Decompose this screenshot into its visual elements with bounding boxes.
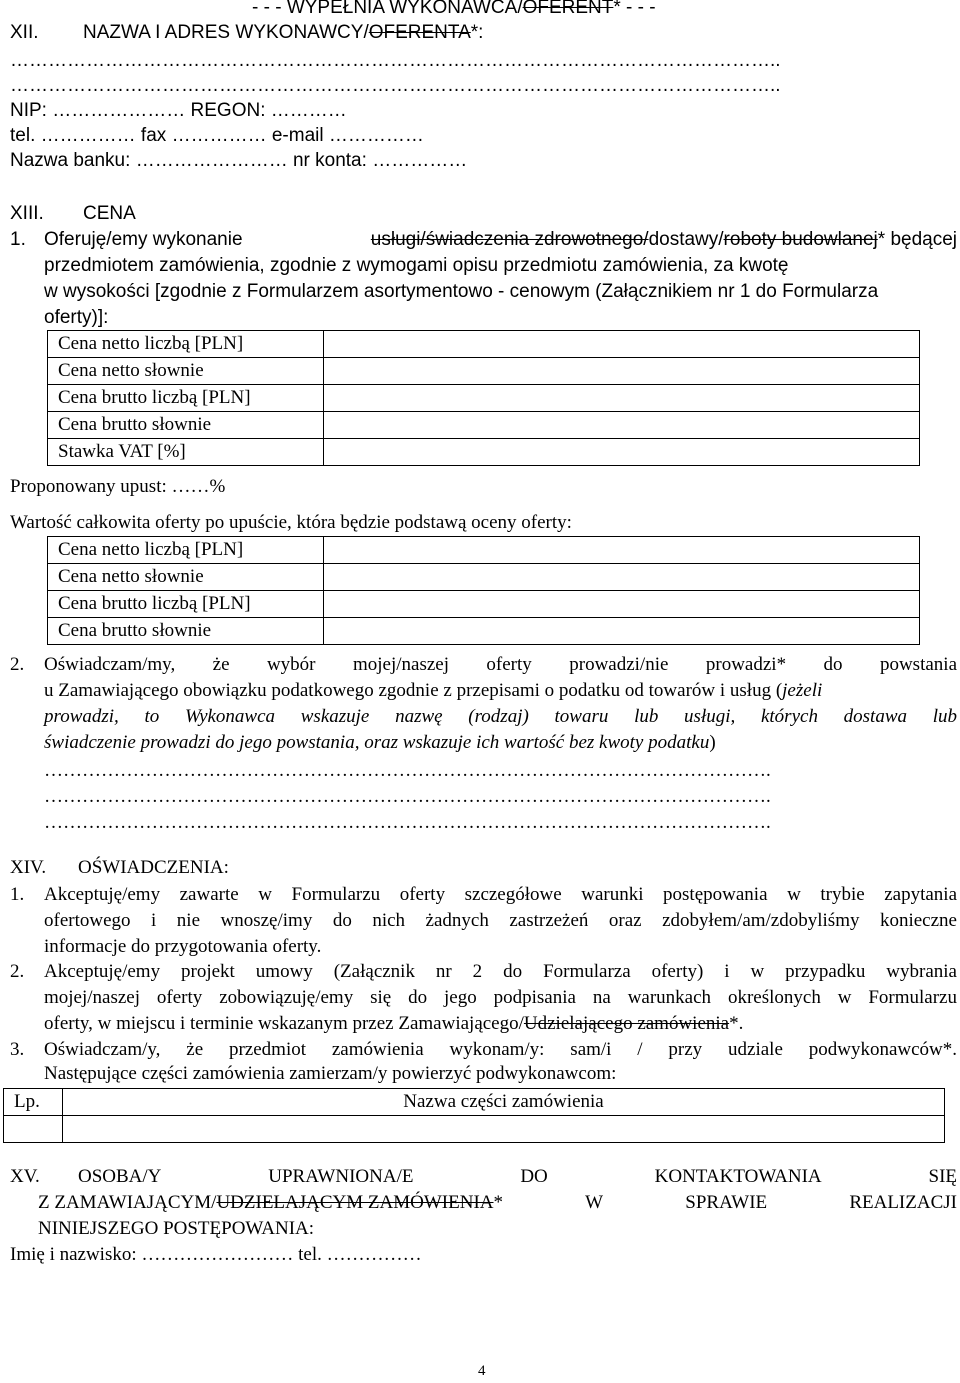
table-row (48, 564, 920, 591)
price-paragraph-line-2: przedmiotem zamówienia, zgodnie z wymogami opisu przedmiotu zamówienia, za kwotę (44, 255, 789, 276)
contractor-name-line-2[interactable]: ………………………………………………………………………………………………………….. (10, 75, 781, 96)
price-paragraph-line-1: Oferuję/emy wykonanie usługi/świadczenia zdrowotnego/dostawy/roboty budowlanej* będącej (44, 229, 957, 250)
vat-paragraph-line-4: świadczenie prowadzi do jego powstania, oraz wskazuje ich wartość bez kwoty podatku) (44, 732, 716, 753)
vat-dots-line-1[interactable]: ……………………………………………………………………………………………………. (44, 760, 771, 781)
statement-1-number: 1. (10, 884, 25, 905)
table-row (48, 591, 920, 618)
section-xv-number: XV. (10, 1166, 40, 1187)
section-xiv-title: OŚWIADCZENIA: (78, 857, 229, 878)
fax-label: fax (140, 125, 167, 146)
price-table-value[interactable] (324, 412, 920, 439)
contact-line (10, 125, 424, 147)
tel-label: tel. (10, 125, 36, 146)
statement-1-line-3: informacje do przygotowania oferty. (44, 936, 322, 957)
table-row (4, 1089, 945, 1116)
part-name-cell[interactable] (63, 1116, 945, 1143)
bank-line (10, 150, 467, 172)
fax-field[interactable]: …………… (171, 125, 267, 146)
table-row (48, 331, 920, 358)
bank-field[interactable]: …………………… (135, 150, 288, 171)
email-label: e-mail (271, 125, 324, 146)
section-xiii-title: CENA (83, 203, 136, 224)
price-table-label: Cena brutto liczbą [PLN] (48, 385, 324, 412)
total-table-label: Cena netto słownie (48, 564, 324, 591)
discount-field[interactable]: Proponowany upust: ……% (10, 476, 226, 497)
price-table (47, 330, 920, 466)
price-table-value[interactable] (324, 439, 920, 466)
total-table-label: Cena brutto liczbą [PLN] (48, 591, 324, 618)
price-table-label: Cena netto liczbą [PLN] (48, 331, 324, 358)
name-label: Imię i nazwisko: (10, 1244, 137, 1265)
email-field[interactable]: …………… (328, 125, 424, 146)
total-table-value[interactable] (324, 537, 920, 564)
section-xiv-number: XIV. (10, 857, 47, 878)
name-field[interactable]: …………………… (141, 1244, 294, 1265)
vat-dots-line-3[interactable]: ……………………………………………………………………………………………………. (44, 812, 771, 833)
price-paragraph-line-3: w wysokości [zgodnie z Formularzem asortymentowo - cenowym (Załącznikiem nr 1 do Formularza (44, 281, 879, 302)
table-row (4, 1116, 945, 1143)
section-xv-title-line-3: NINIEJSZEGO POSTĘPOWANIA: (38, 1218, 315, 1239)
total-table-value[interactable] (324, 564, 920, 591)
table-row (48, 385, 920, 412)
vat-paragraph-line-1: Oświadczam/my, że wybór mojej/naszej oferty prowadzi/nie prowadzi* do powstania (44, 654, 957, 675)
price-table-value[interactable] (324, 385, 920, 412)
total-price-table (47, 536, 920, 645)
table-row (48, 537, 920, 564)
account-field[interactable]: …………… (372, 150, 468, 171)
contractor-name-line-1[interactable]: ………………………………………………………………………………………………………….. (10, 50, 781, 71)
table-row (48, 358, 920, 385)
fill-in-note: - - - WYPEŁNIA WYKONAWCA/OFERENT* - - - (252, 0, 656, 18)
statement-2-line-1: Akceptuję/emy projekt umowy (Załącznik nr 2 do Formularza oferty) i w przypadku wybrania (44, 961, 957, 982)
price-paragraph-line-4: oferty)]: (44, 307, 109, 328)
statement-1-line-2: ofertowego i nie wnoszę/imy do nich żadnych zastrzeżeń oraz zdobyłem/am/zdobyliśmy konieczne (44, 910, 957, 931)
price-table-label: Cena brutto słownie (48, 412, 324, 439)
price-table-value[interactable] (324, 358, 920, 385)
total-table-label: Cena netto liczbą [PLN] (48, 537, 324, 564)
section-xv-title-line-1: OSOBA/Y UPRAWNIONA/E DO KONTAKTOWANIA SIĘ (78, 1166, 957, 1187)
subcontractor-table (3, 1088, 945, 1143)
price-table-value[interactable] (324, 331, 920, 358)
account-label: nr konta: (292, 150, 367, 171)
statement-2-line-3: oferty, w miejscu i terminie wskazanym przez Zamawiającego/Udzielającego zamówienia*. (44, 1013, 744, 1034)
contact-tel-label: tel. (298, 1244, 322, 1265)
regon-field[interactable]: ………… (270, 100, 347, 121)
table-row (48, 618, 920, 645)
nip-field[interactable]: ………………… (52, 100, 186, 121)
section-xii-title: NAZWA I ADRES WYKONAWCY/OFERENTA*: (83, 22, 484, 43)
total-table-label: Cena brutto słownie (48, 618, 324, 645)
contact-tel-field[interactable]: …………… (326, 1244, 422, 1265)
section-xv-title-line-2: Z ZAMAWIAJĄCYM/UDZIELAJĄCYM ZAMÓWIENIA* W SPRAWIE REALIZACJI (38, 1192, 957, 1213)
total-table-value[interactable] (324, 591, 920, 618)
nip-label: NIP: (10, 100, 47, 121)
statement-2-number: 2. (10, 961, 25, 982)
regon-label: REGON: (190, 100, 266, 121)
statement-1-line-1: Akceptuję/emy zawarte w Formularzu oferty szczegółowe warunki postępowania w trybie zapytania (44, 884, 957, 905)
section-xiii-number: XIII. (10, 203, 44, 224)
bank-label: Nazwa banku: (10, 150, 131, 171)
statement-3-number: 3. (10, 1039, 25, 1060)
statement-2-line-2: mojej/naszej oferty zobowiązuję/emy się do jego podpisania na warunkach określonych w Formularzu (44, 987, 957, 1008)
contact-person-line (10, 1244, 422, 1266)
tel-field[interactable]: …………… (40, 125, 136, 146)
price-point-number: 1. (10, 229, 26, 250)
part-name-header: Nazwa części zamówienia (63, 1089, 945, 1116)
nip-regon-line (10, 100, 347, 122)
page-number: 4 (478, 1363, 486, 1379)
vat-point-number: 2. (10, 654, 25, 675)
price-table-label: Cena netto słownie (48, 358, 324, 385)
table-row (48, 412, 920, 439)
table-row (48, 439, 920, 466)
section-xii-number: XII. (10, 22, 39, 43)
total-table-value[interactable] (324, 618, 920, 645)
vat-dots-line-2[interactable]: ……………………………………………………………………………………………………. (44, 786, 771, 807)
vat-paragraph-line-3: prowadzi, to Wykonawca wskazuje nazwę (rodzaj) towaru lub usługi, których dostawa lub (44, 706, 957, 727)
statement-3-line-2: Następujące części zamówienia zamierzam/y powierzyć podwykonawcom: (44, 1063, 617, 1084)
lp-cell[interactable] (4, 1116, 63, 1143)
statement-3-line-1: Oświadczam/y, że przedmiot zamówienia wykonam/y: sam/i / przy udziale podwykonawców*. (44, 1039, 957, 1060)
vat-paragraph-line-2: u Zamawiającego obowiązku podatkowego zgodnie z przepisami o podatku od towarów i usług (jeżeli (44, 680, 823, 701)
lp-header: Lp. (4, 1089, 63, 1116)
total-value-label: Wartość całkowita oferty po upuście, która będzie podstawą oceny oferty: (10, 512, 572, 533)
price-table-label: Stawka VAT [%] (48, 439, 324, 466)
